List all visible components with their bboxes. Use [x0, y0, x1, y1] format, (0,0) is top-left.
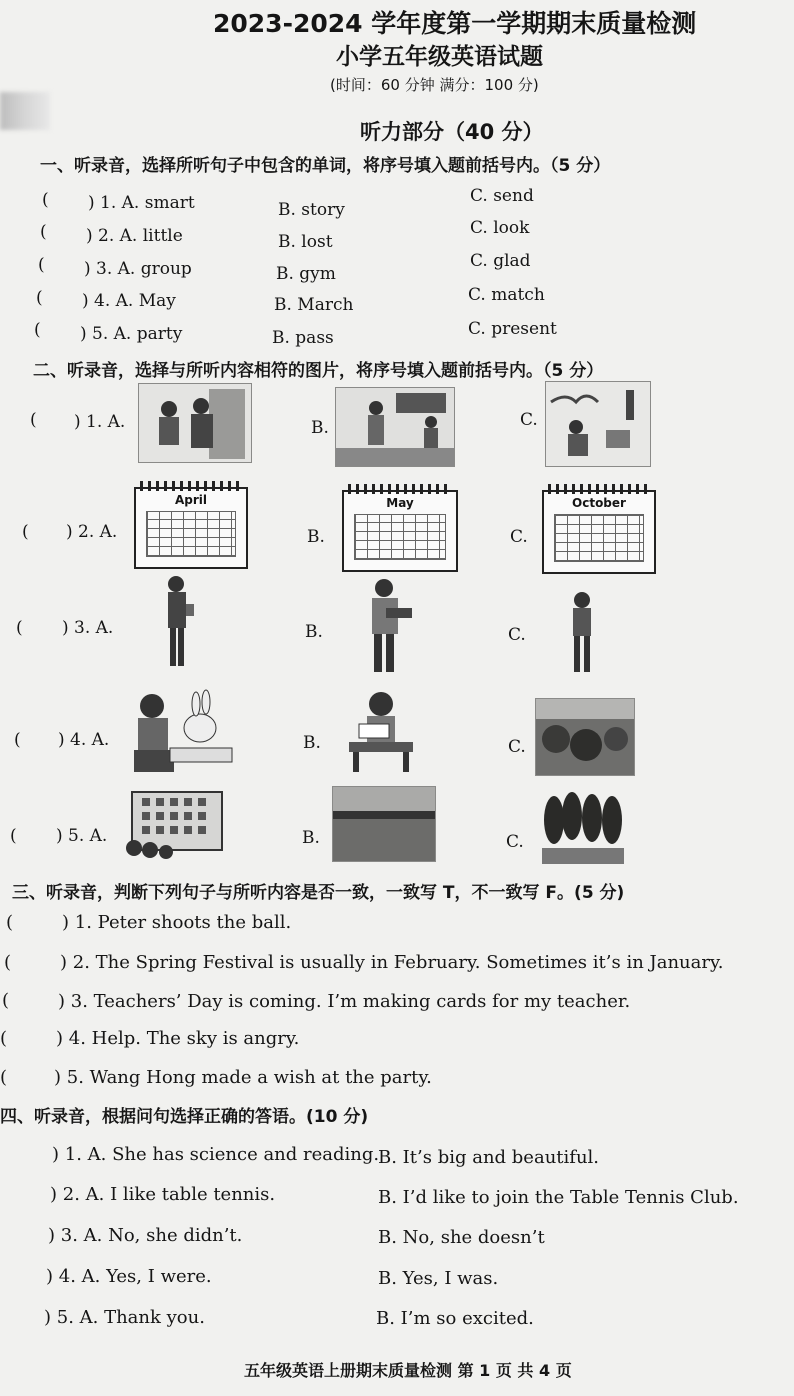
part3-bracket: (	[4, 952, 12, 973]
part3-bracket: (	[0, 1067, 8, 1088]
part2-row-5-b: B.	[302, 828, 320, 848]
part1-item-1-a: ) 1. A. smart	[88, 193, 195, 213]
part2-row-5-c: C.	[506, 832, 524, 852]
part1-item-1-b: B. story	[278, 200, 345, 220]
picture-kids-park	[545, 381, 651, 467]
part3-heading: 三、听录音，判断下列句子与所听内容是否一致，一致写 T，不一致写 F。(5 分)	[12, 883, 625, 903]
part4-item-3-b: B. No, she doesn’t	[378, 1227, 545, 1248]
part2-row-1-c: C.	[520, 410, 538, 430]
part3-bracket: (	[2, 990, 10, 1011]
picture-kids-hallway	[138, 383, 252, 463]
part1-bracket: (	[36, 288, 43, 308]
part3-item-2: ) 2. The Spring Festival is usually in February. Sometimes it’s in January.	[60, 952, 724, 973]
picture-boy-standing	[566, 590, 598, 676]
part1-item-4-a: ) 4. A. May	[82, 291, 176, 311]
part2-bracket: (	[10, 826, 17, 846]
part1-item-5-b: B. pass	[272, 328, 334, 348]
calendar-april	[134, 487, 248, 569]
part4-item-2-a: ) 2. A. I like table tennis.	[50, 1184, 276, 1205]
calendar-month-label: April	[174, 493, 208, 507]
part1-item-1-c: C. send	[470, 186, 534, 206]
part2-row-2-c: C.	[510, 527, 528, 547]
part1-item-5-c: C. present	[468, 319, 557, 339]
part2-row-4-c: C.	[508, 737, 526, 757]
part3-bracket: (	[6, 912, 14, 933]
part2-bracket: (	[14, 730, 21, 750]
part1-bracket: (	[40, 222, 47, 242]
part2-row-2-b: B.	[307, 527, 325, 547]
part4-item-3-a: ) 3. A. No, she didn’t.	[48, 1225, 243, 1246]
part4-item-1-a: ) 1. A. She has science and reading.	[52, 1144, 380, 1165]
picture-kids-classroom	[335, 387, 455, 467]
part4-item-4-b: B. Yes, I was.	[378, 1268, 499, 1289]
part3-item-1: ) 1. Peter shoots the ball.	[62, 912, 292, 933]
part1-item-2-a: ) 2. A. little	[86, 226, 183, 246]
part3-item-4: ) 4. Help. The sky is angry.	[56, 1028, 300, 1049]
part1-item-2-b: B. lost	[278, 232, 333, 252]
part4-item-1-b: B. It’s big and beautiful.	[378, 1147, 600, 1168]
part2-row-2-a: ) 2. A.	[66, 522, 118, 542]
picture-building	[122, 790, 224, 862]
part2-row-3-c: C.	[508, 625, 526, 645]
picture-stadium-photo	[332, 786, 436, 862]
part2-bracket: (	[22, 522, 29, 542]
picture-boy-rabbit-book	[130, 688, 236, 778]
part3-bracket: (	[0, 1028, 8, 1049]
picture-park-photo	[535, 698, 635, 776]
part2-row-5-a: ) 5. A.	[56, 826, 108, 846]
picture-woman-with-book	[160, 574, 200, 670]
part1-item-3-b: B. gym	[276, 264, 336, 284]
part4-item-2-b: B. I’d like to join the Table Tennis Club.	[378, 1187, 739, 1208]
part3-item-3: ) 3. Teachers’ Day is coming. I’m making cards for my teacher.	[58, 991, 631, 1012]
exam-subtitle: 小学五年级英语试题	[336, 44, 543, 70]
part2-row-1-a: ) 1. A.	[74, 412, 126, 432]
picture-trees-photo	[542, 792, 624, 864]
part1-heading: 一、听录音，选择所听句子中包含的单词，将序号填入题前括号内。（5 分）	[40, 156, 611, 176]
exam-meta: (时间：60 分钟 满分：100 分)	[330, 76, 539, 94]
part1-bracket: (	[38, 255, 45, 275]
part2-row-3-b: B.	[305, 622, 323, 642]
calendar-october	[542, 490, 656, 574]
calendar-month-label: May	[386, 496, 414, 510]
part2-row-4-a: ) 4. A.	[58, 730, 110, 750]
page-footer: 五年级英语上册期末质量检测 第 1 页 共 4 页	[244, 1361, 572, 1380]
part1-item-4-b: B. March	[274, 295, 354, 315]
part4-item-5-a: ) 5. A. Thank you.	[44, 1307, 205, 1328]
part1-item-3-c: C. glad	[470, 251, 531, 271]
part2-row-3-a: ) 3. A.	[62, 618, 114, 638]
section-title: 听力部分（40 分）	[360, 120, 544, 144]
calendar-month-label: October	[572, 496, 626, 510]
blurred-stamp	[0, 92, 50, 130]
part2-bracket: (	[30, 410, 37, 430]
picture-man-reading	[360, 578, 416, 674]
picture-girl-reading-bench	[345, 688, 417, 776]
part2-row-4-b: B.	[303, 733, 321, 753]
part1-bracket: (	[42, 190, 49, 210]
part3-item-5: ) 5. Wang Hong made a wish at the party.	[54, 1067, 432, 1088]
part4-heading: 四、听录音，根据问句选择正确的答语。(10 分)	[0, 1107, 369, 1127]
part2-bracket: (	[16, 618, 23, 638]
part1-item-5-a: ) 5. A. party	[80, 324, 183, 344]
part1-item-4-c: C. match	[468, 285, 545, 305]
part2-heading: 二、听录音，选择与所听内容相符的图片，将序号填入题前括号内。（5 分）	[33, 361, 604, 381]
part1-bracket: (	[34, 320, 41, 340]
part2-row-1-b: B.	[311, 418, 329, 438]
calendar-may	[342, 490, 458, 572]
part4-item-4-a: ) 4. A. Yes, I were.	[46, 1266, 212, 1287]
part1-item-2-c: C. look	[470, 218, 530, 238]
part1-item-3-a: ) 3. A. group	[84, 259, 192, 279]
exam-title: 2023-2024 学年度第一学期期末质量检测	[213, 9, 697, 38]
part4-item-5-b: B. I’m so excited.	[376, 1308, 534, 1329]
